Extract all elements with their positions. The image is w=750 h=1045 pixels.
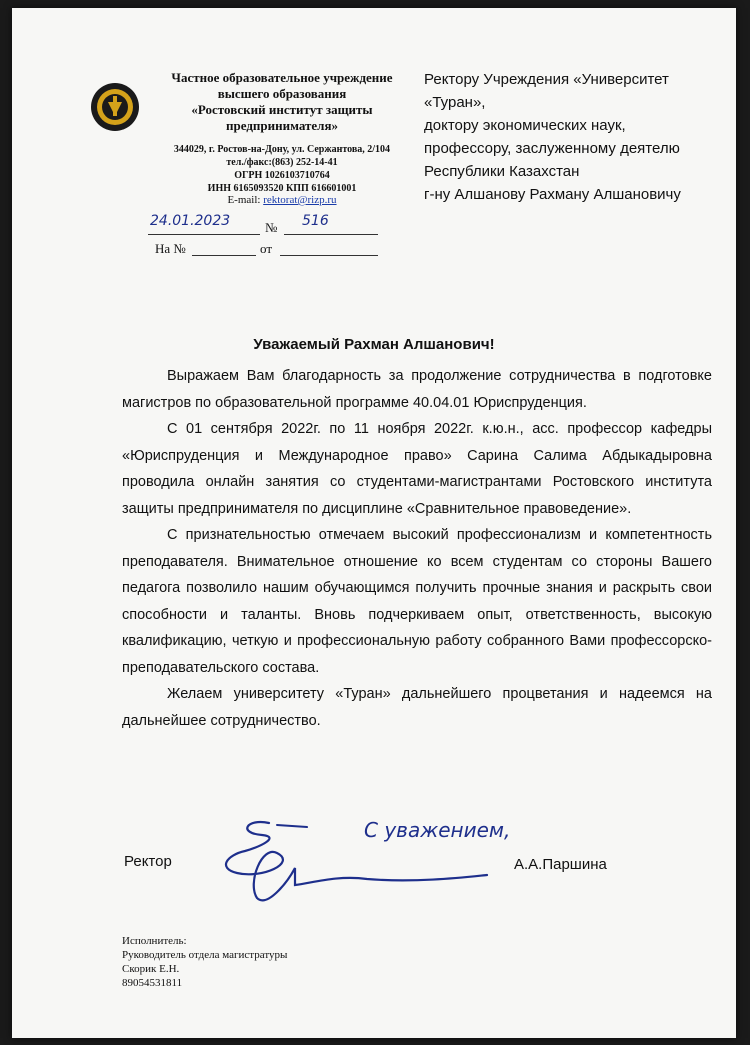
ref-number-underline — [192, 255, 256, 256]
body-paragraph: Желаем университету «Туран» дальнейшего процветания и надеемся на дальнейшее сотрудничество. — [122, 686, 712, 729]
ref-label: На № — [155, 241, 186, 256]
org-inn: ИНН 6165093520 КПП 616601001 — [207, 183, 357, 194]
org-ogrn: ОГРН 1026103710764 — [234, 170, 330, 181]
executor-block — [122, 934, 287, 990]
signer-position: Ректор — [124, 853, 172, 870]
executor-name: Скорик Е.Н. — [122, 963, 180, 975]
org-name-line: «Ростовский институт защиты — [191, 102, 373, 117]
letter-body — [122, 363, 712, 734]
addressee-line: Ректору Учреждения «Университет — [424, 71, 669, 88]
addressee-line: Республики Казахстан — [424, 163, 580, 180]
signer-name: А.А.Паршина — [514, 856, 607, 873]
number-underline — [284, 234, 378, 235]
handwritten-regards: С уважением, — [364, 818, 511, 842]
number-sign: № — [265, 220, 278, 235]
addressee-line: доктору экономических наук, — [424, 117, 626, 134]
ref-date-underline — [280, 255, 378, 256]
letter-page — [12, 8, 736, 1038]
org-name-line: Частное образовательное учреждение — [171, 70, 393, 85]
org-name-line: предпринимателя» — [226, 118, 338, 133]
date-underline — [148, 234, 260, 235]
addressee-line: г-ну Алшанову Рахману Алшановичу — [424, 186, 681, 203]
org-details — [132, 143, 432, 195]
executor-phone: 89054531811 — [122, 977, 183, 989]
executor-label: Исполнитель: — [122, 935, 187, 947]
executor-position: Руководитель отдела магистратуры — [122, 949, 288, 961]
email-label: E-mail: — [227, 194, 261, 206]
handwritten-number: 516 — [302, 213, 329, 229]
addressee-line: профессору, заслуженному деятелю — [424, 140, 680, 157]
org-phone: тел./факс:(863) 252-14-41 — [226, 157, 338, 168]
org-address: 344029, г. Ростов-на-Дону, ул. Сержантова, 2/104 — [173, 144, 391, 155]
email-link[interactable]: rektorat@rizp.ru — [263, 194, 337, 206]
addressee-line: «Туран», — [424, 94, 486, 111]
body-paragraph: Выражаем Вам благодарность за продолжение сотрудничества в подготовке магистров по образовательной программе 40.04.01 Юриспруденция. — [122, 368, 712, 411]
handwritten-date: 24.01.2023 — [150, 213, 231, 229]
salutation: Уважаемый Рахман Алшанович! — [253, 336, 495, 353]
body-paragraph: С 01 сентября 2022г. по 11 ноября 2022г. к.ю.н., асс. профессор кафедры «Юриспруденция и Международное право» Сарина Салима Абдыкадыровна проводила онлайн занятия со студентами-магистрантами Ростовского института защиты предпринимателя по дисциплине «Сравнительное правоведение». — [122, 421, 712, 517]
org-name — [132, 70, 432, 134]
ref-from-label: от — [260, 241, 273, 256]
org-email — [132, 194, 432, 206]
org-name-line: высшего образования — [217, 86, 347, 101]
addressee-block — [424, 68, 724, 206]
body-paragraph: С признательностью отмечаем высокий профессионализм и компетентность преподавателя. Внимательное отношение ко всем студентам со стороны Вашего педагога позволило нашим обучающимся получить прочные знания и раскрыть свои способности и таланты. Вновь подчеркиваем опыт, ответственность, высокую квалификацию, четкую и профессиональную работу собранного Вами профессорско-преподавательского состава. — [122, 527, 712, 676]
